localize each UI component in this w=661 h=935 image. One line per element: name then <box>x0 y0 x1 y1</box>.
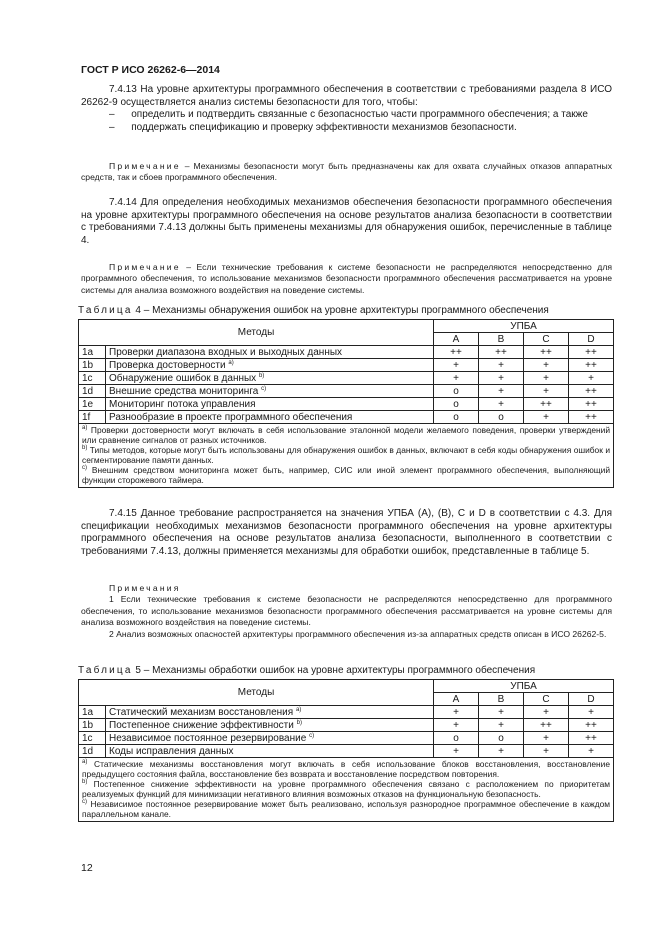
table-row <box>79 706 614 719</box>
table-row <box>79 719 614 732</box>
row-value: o <box>479 411 524 424</box>
level-header: C <box>524 693 569 706</box>
row-value: ++ <box>479 346 524 359</box>
row-id: 1b <box>79 719 106 732</box>
method-name: Проверки диапазона входных и выходных данных <box>109 346 343 358</box>
footnote-mark: b) <box>82 779 88 785</box>
row-value: ++ <box>569 346 614 359</box>
level-header: D <box>569 333 614 346</box>
caption-label: Таблица <box>78 665 133 676</box>
row-value: ++ <box>434 346 479 359</box>
footnote-mark: c) <box>309 732 315 739</box>
table-5-notes <box>79 758 614 822</box>
note-text: – Если технические требования к системе безопасности не распределяются непосредственно для программного обеспечения, то использование механизмов безопасности программного обеспечения рассматривается на уровне системы для анализа возможного воздействия на поведение системы. <box>81 262 612 295</box>
method-name: Разнообразие в проекте программного обеспечения <box>109 411 353 423</box>
row-value: + <box>524 732 569 745</box>
row-method <box>106 372 434 385</box>
row-value: o <box>434 385 479 398</box>
note-2: 2 Анализ возможных опасностей архитектуры программного обеспечения из-за аппаратных средств описан в ИСО 26262-5. <box>109 628 607 639</box>
row-id: 1d <box>79 745 106 758</box>
row-value: + <box>434 372 479 385</box>
footnote-mark: b) <box>296 719 302 726</box>
table-row <box>79 385 614 398</box>
method-name: Статический механизм восстановления <box>109 706 294 718</box>
footnote-mark: c) <box>82 465 87 471</box>
table-note <box>82 759 610 779</box>
caption-label: Таблица <box>78 305 133 316</box>
table-notes-row <box>79 424 614 488</box>
method-name: Постепенное снижение эффективности <box>109 719 294 731</box>
table-row <box>79 732 614 745</box>
table-row <box>79 398 614 411</box>
method-name: Внешние средства мониторинга <box>109 385 259 397</box>
row-value: + <box>569 745 614 758</box>
table-note <box>82 779 610 799</box>
level-header: B <box>479 333 524 346</box>
row-value: + <box>434 359 479 372</box>
row-value: + <box>479 745 524 758</box>
level-header: A <box>434 693 479 706</box>
upba-header: УПБА <box>434 680 614 693</box>
row-value: + <box>569 372 614 385</box>
note-7-4-14 <box>81 262 612 296</box>
level-header: C <box>524 333 569 346</box>
row-value: + <box>434 706 479 719</box>
table-row <box>79 745 614 758</box>
footnote-mark: а) <box>82 759 88 765</box>
table-note <box>82 799 610 819</box>
methods-header: Методы <box>79 320 434 346</box>
row-value: ++ <box>569 398 614 411</box>
footnote-mark: c) <box>261 385 267 392</box>
footnote-mark: а) <box>228 359 234 366</box>
footnote-mark: b) <box>258 372 265 379</box>
footnote-mark: а) <box>295 706 302 713</box>
table-note-text: Постепенное снижение эффективности на уровне программного обеспечения связано с расположением по приоритетам реализуемых функций для минимизации негативного влияния возможных отказов на функциональную безопасность. <box>82 779 611 799</box>
row-method <box>106 719 434 732</box>
row-value: + <box>434 745 479 758</box>
level-header: D <box>569 693 614 706</box>
row-value: o <box>479 732 524 745</box>
row-method <box>106 732 434 745</box>
note-1: 1 Если технические требования к системе безопасности не распределяются непосредственно для программного обеспечения, то использование механизмов безопасности программного обеспечения рассматривается на уровне системы для анализа возможного воздействия на поведение системы. <box>81 594 612 628</box>
paragraph-7-4-15: 7.4.15 Данное требование распространяется на значения УПБА (А), (В), С и D в соответствии с 4.3. Для спецификации необходимых механизмов безопасности программного обеспечения на уровне архитектуры программного обеспечения на основе результатов анализа безопасности, выполненного в соответствии с требованиями 7.4.13, должны применяется механизмы для обработки ошибок, представленные в таблице 5. <box>81 508 612 557</box>
paragraph-7-4-13: 7.4.13 На уровне архитектуры программного обеспечения в соответствии с требованиями раздела 8 ИСО 26262-9 осуществляется анализ системы безопасности для того, чтобы: <box>81 84 612 108</box>
row-value: ++ <box>569 359 614 372</box>
row-value: ++ <box>569 719 614 732</box>
row-value: o <box>434 732 479 745</box>
note-label: Примечание <box>109 161 181 171</box>
row-id: 1a <box>79 706 106 719</box>
row-id: 1c <box>79 372 106 385</box>
table-note <box>82 425 610 445</box>
table-row <box>79 346 614 359</box>
row-value: ++ <box>569 732 614 745</box>
row-value: ++ <box>569 385 614 398</box>
row-method <box>106 398 434 411</box>
caption-text: 4 – Механизмы обнаружения ошибок на уровне архитектуры программного обеспечения <box>132 305 549 316</box>
row-method <box>106 745 434 758</box>
list-item-text: поддержать спецификацию и проверку эффективности механизмов безопасности. <box>131 121 517 133</box>
row-value: + <box>434 719 479 732</box>
row-value: + <box>569 706 614 719</box>
method-name: Проверка достоверности <box>109 359 226 371</box>
table-note-text: Типы методов, которые могут быть использованы для обнаружения ошибок в данных, включают в себя коды обнаружения ошибок и сегментирование памяти данных. <box>82 445 611 465</box>
method-name: Обнаружение ошибок в данных <box>109 372 257 384</box>
row-id: 1c <box>79 732 106 745</box>
table-note <box>82 465 610 485</box>
row-id: 1a <box>79 346 106 359</box>
note-label: Примечание <box>109 262 181 272</box>
row-value: + <box>524 359 569 372</box>
footnote-mark: c) <box>82 799 87 805</box>
table-notes-row <box>79 758 614 822</box>
row-method <box>106 359 434 372</box>
level-header: A <box>434 333 479 346</box>
list-item-text: определить и подтвердить связанные с безопасностью части программного обеспечения; а также <box>131 109 588 120</box>
row-value: + <box>479 719 524 732</box>
row-method <box>106 346 434 359</box>
table-note-text: Проверки достоверности могут включать в себя использование эталонной модели желаемого поведения, проверки утверждений или сравнение сигналов от разных источников. <box>82 425 611 445</box>
row-value: o <box>434 411 479 424</box>
row-value: ++ <box>524 719 569 732</box>
row-value: + <box>479 706 524 719</box>
paragraph-7-4-14: 7.4.14 Для определения необходимых механизмов обеспечения безопасности программного обеспечения на уровне архитектуры программного обеспечения на основе результатов анализа безопасности в соответствии с требованиями 7.4.13 должны быть применены механизмы для обнаружения ошибок, перечисленные в таблице 4. <box>81 197 612 246</box>
section-7-4-14 <box>81 197 612 247</box>
row-value: + <box>524 372 569 385</box>
page-number: 12 <box>81 862 93 874</box>
table-4-caption <box>78 305 549 316</box>
row-value: + <box>524 411 569 424</box>
upba-header: УПБА <box>434 320 614 333</box>
row-id: 1f <box>79 411 106 424</box>
row-value: ++ <box>524 346 569 359</box>
table-row <box>79 411 614 424</box>
list-item: – поддержать спецификацию и проверку эффективности механизмов безопасности. <box>109 121 517 133</box>
note-text: – Механизмы безопасности могут быть предназначены как для охвата случайных отказов аппаратных средств, так и сбоев программного обеспечения. <box>81 161 612 183</box>
method-name: Мониторинг потока управления <box>109 398 256 410</box>
document-header: ГОСТ Р ИСО 26262-6—2014 <box>81 64 220 76</box>
level-header: B <box>479 693 524 706</box>
row-id: 1b <box>79 359 106 372</box>
row-method <box>106 385 434 398</box>
table-note <box>82 445 610 465</box>
table-note-text: Внешним средством мониторинга может быть, например, СИС или иной элемент программного обеспечения, выполняющий функции сторожевого таймера. <box>82 465 611 485</box>
methods-header: Методы <box>79 680 434 706</box>
notes-7-4-15 <box>81 583 612 640</box>
caption-text: 5 – Механизмы обработки ошибок на уровне архитектуры программного обеспечения <box>132 665 536 676</box>
row-value: + <box>524 706 569 719</box>
row-id: 1d <box>79 385 106 398</box>
table-4-notes <box>79 424 614 488</box>
list-item: – определить и подтвердить связанные с безопасностью части программного обеспечения; а также <box>109 109 588 120</box>
table-5 <box>78 679 614 822</box>
table-row <box>79 372 614 385</box>
table-row <box>79 359 614 372</box>
table-note-text: Независимое постоянное резервирование может быть реализовано, используя разнородное программное обеспечение в каждом параллельном канале. <box>82 799 611 819</box>
row-value: + <box>479 398 524 411</box>
table-5-caption <box>78 665 535 676</box>
row-method <box>106 706 434 719</box>
row-value: + <box>524 745 569 758</box>
row-value: ++ <box>524 398 569 411</box>
row-value: + <box>479 359 524 372</box>
note-7-4-13 <box>81 161 612 184</box>
table-note-text: Статические механизмы восстановления могут включать в себя использование блоков восстановления, восстановление предыдущего состояния файла, восстановление без возврата и восстановление посредством повторения. <box>82 759 611 779</box>
footnote-mark: а) <box>82 425 88 431</box>
method-name: Независимое постоянное резервирование <box>109 732 307 744</box>
section-7-4-13 <box>81 84 612 134</box>
row-method <box>106 411 434 424</box>
row-value: o <box>434 398 479 411</box>
notes-label: Примечания <box>109 583 181 593</box>
row-value: + <box>479 385 524 398</box>
row-value: + <box>479 372 524 385</box>
row-value: ++ <box>569 411 614 424</box>
table-4 <box>78 319 614 488</box>
section-7-4-15 <box>81 508 612 558</box>
footnote-mark: b) <box>82 445 88 451</box>
method-name: Коды исправления данных <box>109 745 234 757</box>
row-value: + <box>524 385 569 398</box>
row-id: 1e <box>79 398 106 411</box>
